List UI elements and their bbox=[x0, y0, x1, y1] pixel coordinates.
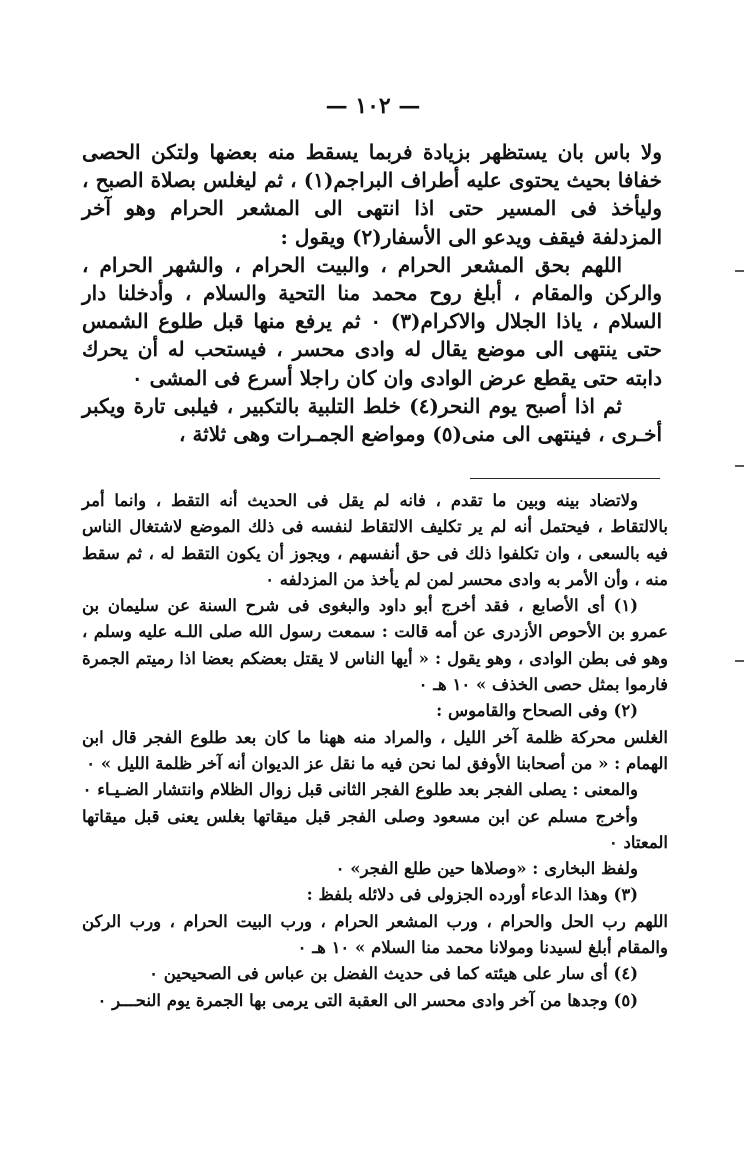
footnotes bbox=[82, 488, 668, 1014]
footnote-paragraph: (٥) وجدها من آخر وادى محسر الى العقبة التى يرمى بها الجمرة يوم النحـــر ٠ bbox=[97, 990, 638, 1010]
footnote-divider bbox=[470, 478, 660, 479]
main-paragraph: اللهم بحق المشعر الحرام ، والبيت الحرام ، والشهر الحرام ، والركن والمقام ، أبلغ روح محمد منا التحية والسلام ، وأدخلنا دار السلام ، ياذا الجلال والاكرام(٣) ٠ ثم يرفع منها قبل طلوع الشمس حتى ينتهى الى موضع يقال له وادى محسر ، فيستحب له أن يحرك دابته حتى يقطع عرض الوادى وان كان راجلا أسرع فى المشى ٠ bbox=[82, 252, 662, 390]
page-number: — ١٠٢ — bbox=[325, 93, 421, 119]
footnote-paragraph: (١) أى الأصابع ، فقد أخرج أبو داود والبغوى فى شرح السنة عن سليمان بن عمرو بن الأحوص الأزدرى عن أمه قالت : سمعت رسول الله صلى اللـه عليه وسلم ، وهو فى بطن الوادى ، وهو يقول : « أيها الناس لا يقتل بعضكم بعضا اذا رميتم الجمرة فارموا بمثل حصى الخذف » ١٠ هـ ٠ bbox=[82, 596, 668, 695]
main-text bbox=[82, 138, 662, 448]
footnote-paragraph: والمعنى : يصلى الفجر بعد طلوع الفجر الثانى قبل زوال الظلام وانتشار الضـيـاء ٠ bbox=[82, 780, 638, 800]
main-paragraph: ثم اذا أصبح يوم النحر(٤) خلط التلبية بالتكبير ، فيلبى تارة ويكبر أخـرى ، فينتهى الى منى(٥) ومواضع الجمـرات وهى ثلاثة ، bbox=[82, 393, 662, 447]
footnote-paragraph: (٤) أى سار على هيئته كما فى حديث الفضل بن عباس فى الصحيحين ٠ bbox=[149, 964, 638, 984]
footnote-paragraph: الغلس محركة ظلمة آخر الليل ، والمراد منه ههنا ما كان بعد طلوع الفجر قال ابن الهمام : « من أصحابنا الأوفق لما نحن فيه ما نقل عز الديوان أنه آخر ظلمة الليل » ٠ bbox=[82, 727, 668, 773]
margin-scan-mark bbox=[735, 270, 744, 272]
margin-scan-mark bbox=[735, 660, 744, 662]
footnote-paragraph: وأخرج مسلم عن ابن مسعود وصلى الفجر قبل ميقاتها بغلس يعنى قبل ميقاتها المعتاد ٠ bbox=[82, 806, 668, 852]
footnote-paragraph: ولفظ البخارى : «وصلاها حين طلع الفجر» ٠ bbox=[335, 859, 638, 879]
footnote-paragraph: (٢) وفى الصحاح والقاموس : bbox=[436, 701, 638, 721]
footnote-paragraph: (٣) وهذا الدعاء أورده الجزولى فى دلائله بلفظ : bbox=[306, 885, 638, 905]
margin-scan-mark bbox=[735, 465, 744, 467]
main-paragraph: ولا باس بان يستظهر بزيادة فربما يسقط منه بعضها ولتكن الحصى خفافا بحيث يحتوى عليه أطراف البراجم(١) ، ثم ليغلس بصلاة الصبح ، وليأخذ فى المسير حتى اذا انتهى الى المشعر الحرام وهو آخر المزدلفة فيقف ويدعو الى الأسفار(٢) ويقول : bbox=[82, 140, 663, 249]
footnote-paragraph: اللهم رب الحل والحرام ، ورب المشعر الحرام ، ورب البيت الحرام ، ورب الركن والمقام أبلغ لسيدنا ومولانا محمد منا السلام » ١٠ هـ ٠ bbox=[82, 911, 668, 958]
footnote-paragraph: ولاتضاد بينه وبين ما تقدم ، فانه لم يقل فى الحديث أنه التقط ، وانما أمر بالالتقاط ، فيحتمل أنه لم ير تكليف الالتقاط لنفسه فى ذلك الموضع لاشتغال الناس فيه بالسعى ، وان تكلفوا ذلك فى حق أنفسهم ، ويجوز أن يكون التقط له ، ثم سقط منه ، وأن الأمر به وادى محسر لمن لم يأخذ من المزدلفه ٠ bbox=[82, 491, 668, 589]
